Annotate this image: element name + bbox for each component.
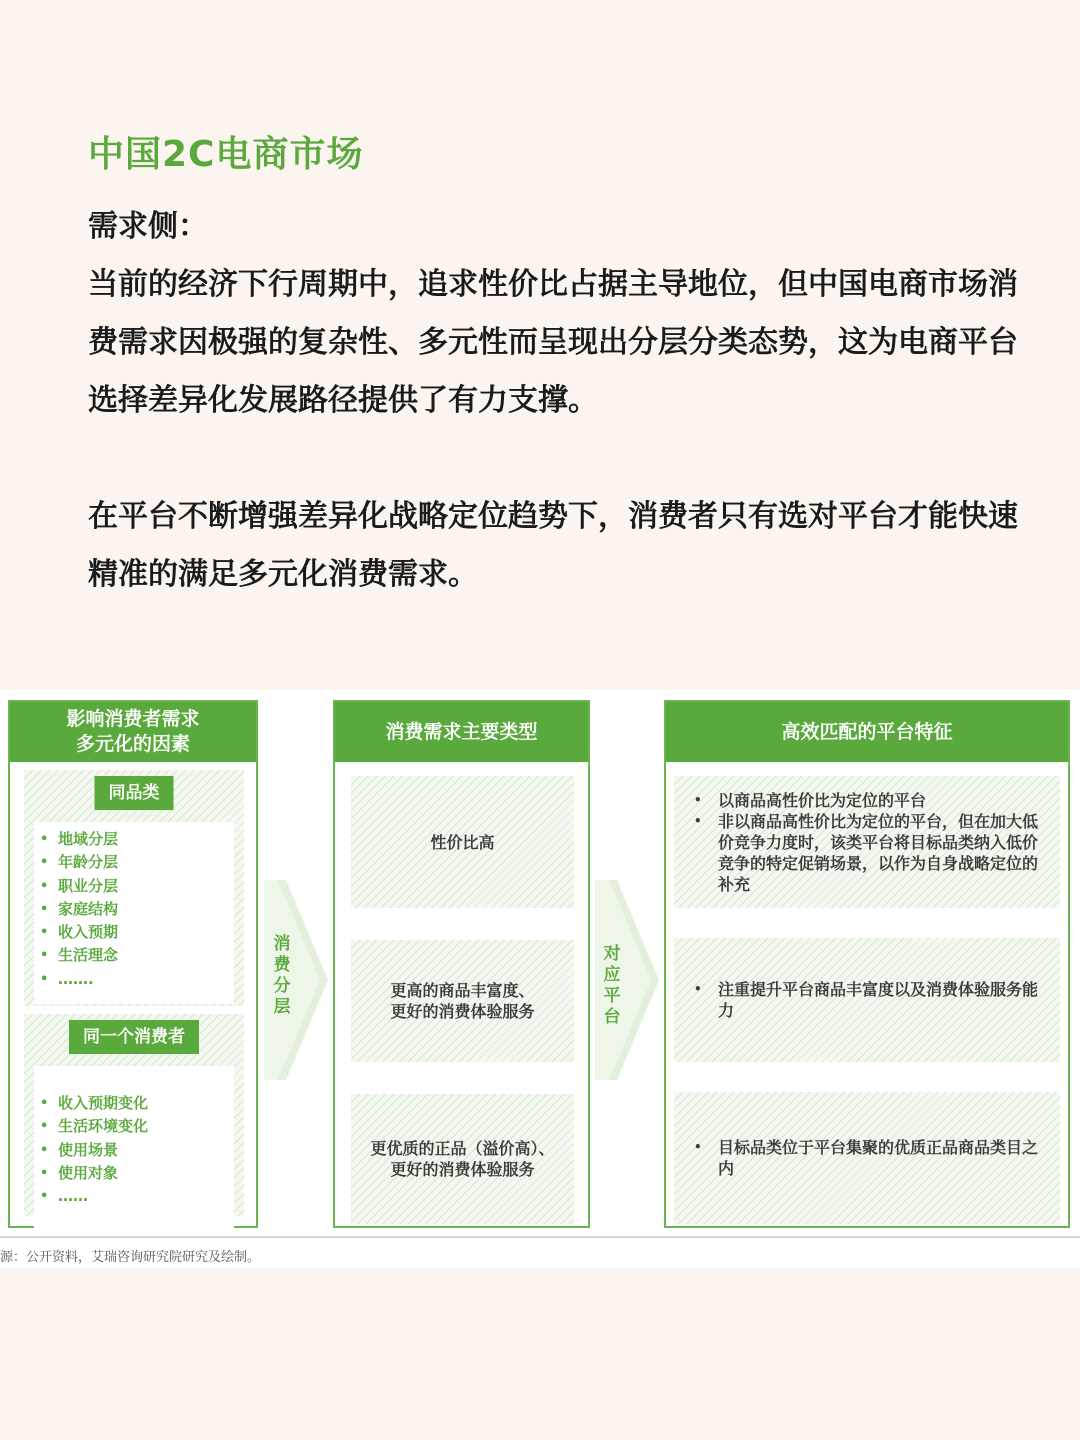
paragraph-1: 当前的经济下行周期中，追求性价比占据主导地位，但中国电商市场消费需求因极强的复杂性、多元性而呈现出分层分类态势，这为电商平台选择差异化发展路径提供了有力支撑。 [88,267,1018,418]
same-consumer-list [34,1066,234,1232]
platform-match-label [601,944,623,1028]
platform-feature-cell [674,776,1060,908]
list-item: • ……. [58,968,234,991]
demand-side-label: 需求侧： [88,209,208,244]
factors-header-line2: 多元化的因素 [75,733,190,755]
demand-type-text: 更好的消费体验服务 [390,1160,535,1179]
platform-feature-list [718,979,1040,1021]
label-char: 台 [603,1007,621,1027]
same-consumer-tag: 同一个消费者 [69,1020,199,1054]
demand-type-cell [351,776,574,908]
factors-column [8,700,258,1228]
consumer-stratification-label [271,934,293,1018]
platform-feature-cell [674,1092,1060,1224]
divider [0,1236,1080,1238]
demand-type-text: 更好的消费体验服务 [390,1002,535,1021]
label-char: 应 [603,965,621,985]
body-text [88,198,1018,604]
source-note: 源：公开资料，艾瑞咨询研究院研究及绘制。 [0,1250,261,1265]
demand-types-column [333,700,590,1228]
list-item: • 生活环境变化 [58,1115,234,1138]
demand-type-cell [351,1094,574,1224]
list-item: • 收入预期 [58,921,234,944]
demand-type-text: 更高的商品丰富度、 [390,981,535,1000]
page-title: 中国2C电商市场 [88,134,364,175]
label-char: 对 [603,944,621,964]
label-char: 消 [273,934,291,954]
diagram [0,690,1080,1268]
platform-features-column [664,700,1070,1228]
list-item: • 家庭结构 [58,898,234,921]
label-char: 平 [603,986,621,1006]
list-item: • 使用场景 [58,1139,234,1162]
list-item: • 注重提升平台商品丰富度以及消费体验服务能力 [718,979,1040,1021]
demand-type-cell [351,940,574,1062]
label-char: 分 [273,976,291,996]
list-item: • 职业分层 [58,875,234,898]
factors-header-line1: 影响消费者需求 [66,708,200,730]
paragraph-2: 在平台不断增强差异化战略定位趋势下，消费者只有选对平台才能快速精准的满足多元化消费需求。 [88,499,1018,592]
platform-features-header: 高效匹配的平台特征 [666,702,1068,762]
platform-feature-list [718,790,1040,895]
label-char: 费 [273,955,291,975]
list-item: • 生活理念 [58,944,234,967]
list-item: • 年龄分层 [58,851,234,874]
list-item: • 非以商品高性价比为定位的平台，但在加大低价竞争力度时，该类平台将目标品类纳入低价竞争的特定促销场景，以作为自身战略定位的补充 [718,811,1040,895]
platform-feature-cell [674,938,1060,1062]
label-char: 层 [273,997,291,1017]
same-consumer-group [24,1014,244,1216]
demand-types-header: 消费需求主要类型 [335,702,588,762]
same-category-tag: 同品类 [95,776,174,810]
list-item: • 目标品类位于平台集聚的优质正品商品类目之内 [718,1137,1040,1179]
list-item: • 地域分层 [58,828,234,851]
list-item: • 使用对象 [58,1162,234,1185]
list-item: • 收入预期变化 [58,1092,234,1115]
list-item: • …… [58,1185,234,1208]
demand-type-text: 性价比高 [430,832,495,852]
factors-header [10,702,256,762]
list-item: • 以商品高性价比为定位的平台 [718,790,1040,811]
same-category-list [34,822,234,1004]
platform-feature-list [718,1137,1040,1179]
demand-type-text: 更优质的正品（溢价高）、 [370,1139,555,1158]
same-category-group [24,770,244,1006]
